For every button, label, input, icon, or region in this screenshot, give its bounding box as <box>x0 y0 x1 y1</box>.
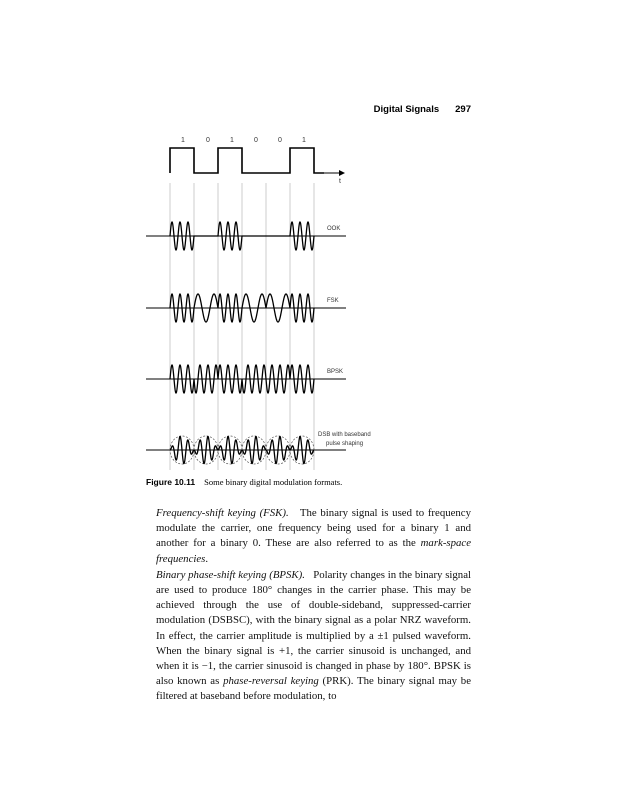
figure-caption <box>146 477 342 487</box>
bit-label: 1 <box>181 137 185 144</box>
paragraph-text: The binary signal is used to frequency modulate the carrier, one frequency being used for a binary 1 and another for a binary 0. These are also referred to as the <box>156 507 471 550</box>
paragraph-heading: Binary phase-shift keying (BPSK). <box>156 568 305 581</box>
binary-waveform <box>170 148 324 173</box>
dsb-label-line1: DSB with baseband <box>318 432 371 438</box>
paragraph-text: Polarity changes in the binary signal are used to produce 180° changes in the carrier phase. This may be achieved through the use of double-sideband, suppressed-carrier modulation (DSBSC), with the binary signal as a polar NRZ waveform. In effect, the carrier amplitude is multiplied by a ±1 pulsed waveform. When the binary signal is +1, the carrier sinusoid is unchanged, and when it is −1, the carrier sinusoid is changed in phase by 180°. BPSK is also known as <box>156 568 471 688</box>
trace-axes <box>146 236 346 450</box>
fsk-label: FSK <box>327 298 339 304</box>
ook-label: OOK <box>327 226 341 232</box>
caption-text: Some binary digital modulation formats. <box>204 477 343 487</box>
body-text <box>156 506 471 706</box>
emphasis-term: phase-reversal keying <box>223 675 319 688</box>
arrow-head-icon <box>339 170 345 176</box>
bit-label: 1 <box>230 137 234 144</box>
running-header-title: Digital Signals <box>373 104 440 115</box>
time-axis-label: t <box>339 178 341 185</box>
paragraph-text: . <box>205 552 209 565</box>
bpsk-label: BPSK <box>327 369 344 375</box>
bit-label: 0 <box>278 137 282 144</box>
bit-label: 0 <box>206 137 210 144</box>
bit-label: 1 <box>302 137 306 144</box>
paragraph <box>156 506 471 567</box>
emphasis-term: mark-space frequencies <box>156 537 471 565</box>
dsb-label-line2: pulse shaping <box>326 441 364 447</box>
caption-label: Figure 10.11 <box>146 477 196 487</box>
bit-label: 0 <box>254 137 258 144</box>
page-number: 297 <box>455 104 471 115</box>
paragraph-heading: Frequency-shift keying (FSK). <box>156 507 289 519</box>
paragraph <box>156 568 471 705</box>
paragraph-text: (PRK). The binary signal may be filtered at baseband before modulation, to <box>156 675 471 703</box>
modulation-figure <box>146 128 386 475</box>
running-header <box>374 104 471 115</box>
